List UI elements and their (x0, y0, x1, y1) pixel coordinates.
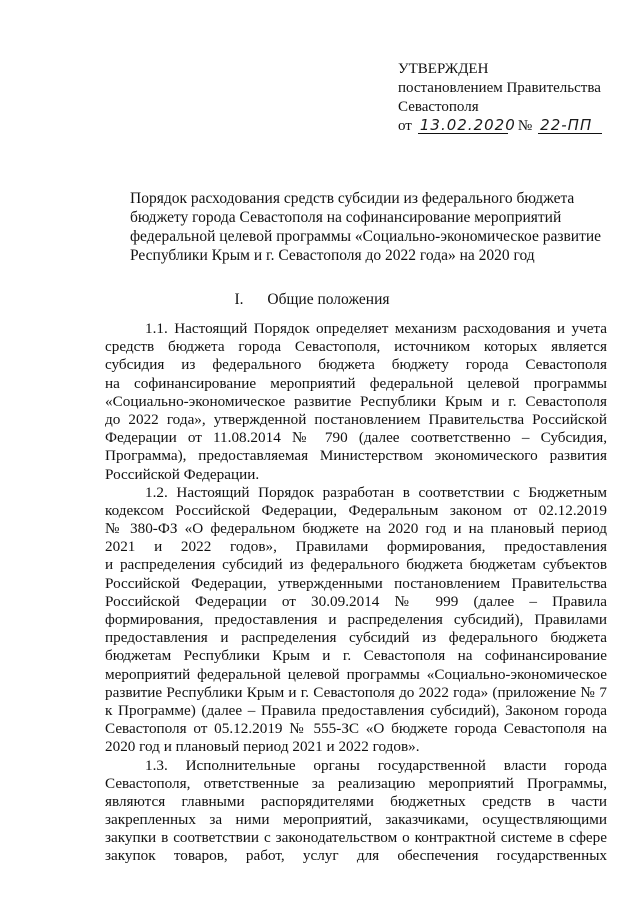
approval-date-number-row (398, 117, 628, 136)
text-line: Российской Федерации от 30.09.2014 № 999 (далее – Правила (105, 592, 607, 610)
approval-stamp (398, 60, 628, 136)
paragraph-1-1 (105, 320, 607, 484)
text-line: бюджетам Республики Крым и г. Севастополя на софинансирование (105, 647, 607, 665)
text-line: 2021 и 2022 годов», Правилами формирования, предоставления (105, 538, 607, 556)
text-line: средств бюджета города Севастополя, источником которых является (105, 338, 607, 356)
document-body (105, 320, 607, 866)
text-line: формирования, предоставления и распределения субсидий), Правилами (105, 611, 607, 628)
text-line: мероприятий федеральной целевой программы «Социально-экономическое (105, 665, 607, 683)
text-line: закрепленных за ними мероприятий, заказчиками, осуществляющими (105, 811, 607, 829)
section-title: Общие положения (267, 291, 390, 308)
text-line: 1.2. Настоящий Порядок разработан в соответствии с Бюджетным (145, 483, 607, 501)
section-number: I. (234, 291, 244, 308)
text-line: «Социально-экономическое развитие Республики Крым и г. Севастополя (105, 392, 607, 410)
title-line: Республики Крым и г. Севастополя до 2022 года» на 2020 год (130, 247, 535, 264)
number-label: № (517, 118, 533, 134)
section-heading (0, 290, 632, 309)
text-line: 2020 год и плановый период 2021 и 2022 годов». (105, 738, 420, 756)
paragraph-1-2 (105, 484, 607, 757)
text-line: к Программе) (далее – Правила предоставления субсидий), Законом города (105, 701, 607, 719)
text-line: 1.3. Исполнительные органы государственной власти города (145, 756, 607, 774)
text-line: закупки в соответствии с законодательством о контрактной системе в сфере (105, 829, 607, 847)
text-line: и распределения субсидий из федерального бюджета бюджетам субъектов (105, 556, 607, 574)
date-label: от (398, 118, 412, 134)
text-line: Российской Федерации. (105, 465, 260, 483)
approval-by-line: постановлением Правительства (398, 80, 601, 96)
handwritten-number: 22-ПП (538, 118, 602, 134)
title-line: Порядок расходования средств субсидии из федерального бюджета (130, 190, 575, 207)
text-line: кодексом Российской Федерации, Федеральным законом от 02.12.2019 (105, 501, 607, 519)
text-line: Федерации от 11.08.2014 № 790 (далее соответственно – Субсидия, (105, 429, 607, 447)
text-line: 1.1. Настоящий Порядок определяет механизм расходования и учета (145, 320, 607, 337)
text-line: развитие Республики Крым и г. Севастополя до 2022 года» (приложение № 7 (105, 683, 607, 701)
text-line: субсидия из федерального бюджета бюджету города Севастополя (105, 356, 607, 374)
text-line: являются главными распорядителями бюджетных средств в части (105, 792, 607, 810)
text-line: Севастополя, ответственные за реализацию мероприятий Программы, (105, 774, 607, 792)
document-title (130, 189, 602, 265)
title-line: федеральной целевой программы «Социально-экономическое развитие (130, 228, 602, 245)
text-line: Севастополя от 05.12.2019 № 555-ЗС «О бюджете города Севастополя на (105, 720, 607, 738)
text-line: № 380-ФЗ «О федеральном бюджете на 2020 год и на плановый период (105, 520, 607, 538)
text-line: закупок товаров, работ, услуг для обеспечения государственных (105, 847, 607, 865)
text-line: предоставления и распределения субсидий из федерального бюджета (105, 629, 607, 647)
text-line: Программа), предоставляемая Министерством экономического развития (105, 447, 607, 465)
approval-heading: УТВЕРЖДЕН (398, 61, 489, 77)
text-line: до 2022 года», утвержденной постановлением Правительства Российской (105, 410, 607, 428)
title-line: бюджету города Севастополя на софинансирование мероприятий (130, 209, 562, 226)
handwritten-date: 13.02.2020 (419, 116, 516, 134)
approval-city-line: Севастополя (398, 99, 479, 115)
text-line: Российской Федерации, утвержденными постановлением Правительства (105, 574, 607, 592)
paragraph-1-3 (105, 757, 607, 866)
text-line: на софинансирование мероприятий федеральной целевой программы (105, 374, 607, 392)
